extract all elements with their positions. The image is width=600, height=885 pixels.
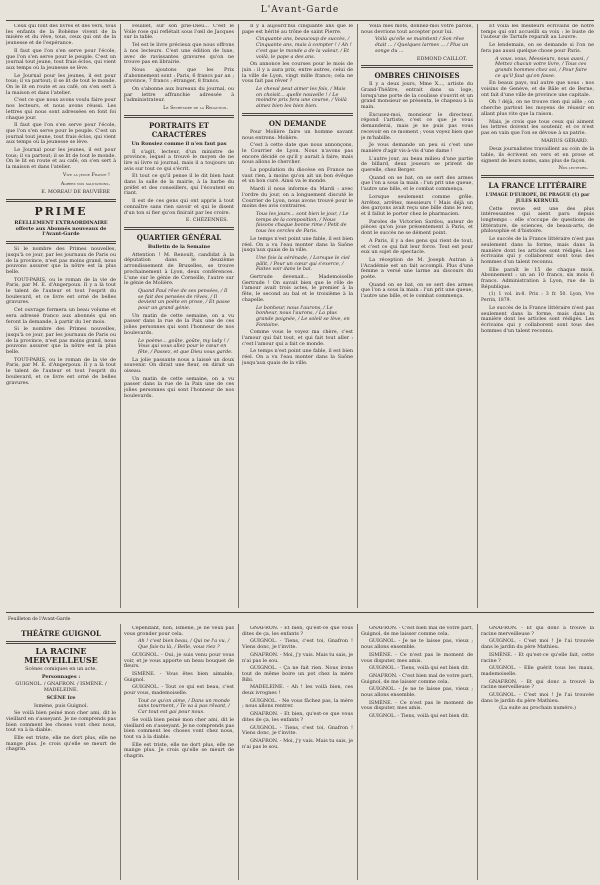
persons-list: GUIGNOL. / GNAFRON. / ISMÈNE. / MADELEINE. — [15, 681, 107, 694]
verse: Tout ce qu'on aime, / Dans un monde sans tourment, / Te va à pas rêvant, / Car tout est gai pour nous. — [138, 697, 230, 716]
dialogue-paragraph: GNAFRON. - C'est bien mal de votre part, Guignol, de me laisser comme cela. — [361, 626, 473, 637]
article-paragraph: Il est de ces gens qui ont appris à tout connaître sans rien savoir et qui le disent d'un ton si fier qu'on finirait par les croire. — [124, 198, 234, 216]
to-be-continued: (La suite au prochain numéro.) — [499, 705, 576, 712]
column-divider — [477, 24, 478, 608]
article-paragraph: Quand on se bat, on se sert des armes que l'on a sous la main : l'un prit une queue, l'autre une bille, et le combat commença. — [361, 174, 473, 193]
article-paragraph: Paroles de Victorien Sardou, auteur de pièces qu'on joue présentement à Paris, et dont le succès ne se dément point. — [361, 218, 473, 237]
article-paragraph: Quand on se bat, on se sert des armes que l'on a sous la main : l'un prit une queue, l'autre une bille, et le combat commença. — [361, 281, 473, 300]
dialogue-paragraph: GUIGNOL. - C'est moi ! Je l'ai trouvée dans le jardin du père Mathieu. — [481, 638, 594, 651]
feuilleton-column-5 — [481, 626, 594, 880]
section-rule — [6, 241, 116, 244]
feuilleton-column-3 — [242, 626, 353, 880]
dialogue-paragraph: Elle est triste, elle ne dort plus, elle ne mange plus. Je crois qu'elle se meurt de chagrin. — [6, 735, 116, 753]
column-5 — [481, 24, 594, 608]
column-4 — [361, 24, 473, 608]
article-paragraph: En beaux pays, nul autre que nous : nos voisins de Genève, et de Bâle et de Berne, ont fait d'une ville de province une capitale. — [481, 80, 594, 98]
dialogue-paragraph: GUIGNOL. - Tout ce qui est beau, c'est pour vous, mademoiselle. — [124, 684, 234, 697]
article-paragraph: TOUT-PARIS, ou le roman de la vie de Paris, par M. E. d'Angerpoux. Il y a là tout le talent de l'auteur et tout l'esprit du boulevard, et ce livre est orné de belles gravures. — [6, 356, 116, 386]
dialogue-paragraph: ISMÈNE. - Vous êtes bien aimable, Guignol. — [124, 670, 234, 683]
dialogue-paragraph: GNAFRON. - Et qui donc a trouvé la racine merveilleuse ? — [481, 626, 594, 637]
signature: Vive la jeune France ! — [62, 171, 110, 178]
article-paragraph: Un matin de cette semaine, on a vu passer dans la rue de la Paix une de ces jolies personnes qui sont l'honneur de nos boulevards. — [124, 312, 234, 336]
article-paragraph: Elle paraît le 15 de chaque mois. Abonnement : un an 10 francs, six mois 6 francs. Administration à Lyon, rue de la République. — [481, 266, 594, 290]
portraits-heading: PORTRAITS ET CARACTÈRES — [148, 120, 210, 139]
column-divider — [120, 624, 121, 880]
article-paragraph: Un matin de cette semaine, on a vu passer dans la rue de la Paix une de ces jolies personnes qui sont l'honneur de nos boulevards. — [124, 375, 234, 399]
dialogue-paragraph: Se voilà bien peiné mon cher ami, dit le vieillard en s'asseyant. Je ne comprends pas bien comment les choses vont chez nous, tout va à la diable. — [124, 716, 234, 740]
article-paragraph: Il s'agit, lecteur, d'un ministre de province, lequel a trouvé le moyen de ne lire ni livre ni journal, mais il a toujours un avis sur tout ce qui s'écrit. — [124, 148, 234, 172]
dialogue-paragraph: GNAFRON. - Moi, j'y vais. Mais tu sais, je n'ai pas le sou. — [242, 651, 353, 664]
dialogue-paragraph: GUIGNOL. - Tiens, c'est toi, Gnafron ! Viens donc, je t'invite. — [242, 724, 353, 737]
play-title: LA RACINE MERVEILLEUSE — [24, 646, 98, 665]
verse: Ah ! c'est bien beau, / Qui ne l'a vu, / Que fais-tu là, / Belle, vous riez ? — [138, 638, 230, 651]
verse: Une fois la sérénade, / Lorsque le ciel pâlit, / Pour un cœur qui s'exerce, / Faites voir dans le bal. — [256, 254, 350, 273]
masthead: L'Avant-Garde — [260, 5, 340, 15]
dialogue-paragraph: GNAFRON. - Et bien, qu'est-ce que vous dites de ça, les enfants ? — [242, 711, 353, 723]
column-divider — [238, 624, 239, 880]
article-paragraph: Attention ! M. Renoult, candidat à la députation dans le deuxième arrondissement de Bruxelles, se trouve prochainement à Lyon, deux conférences. L'une sur le génie de Corneille, l'autre sur le génie de Molière. — [124, 251, 234, 287]
author-signature: EDMOND CAILLOT. — [416, 55, 467, 62]
section-rule — [242, 113, 353, 116]
column-3 — [242, 24, 353, 608]
verse: A vous, vous, Messieurs, nous aussi, / Mettez chacun votre livre, / Tous ces grands hommes chez soi, / Pour faire ce qu'il faut qu'on fasse. — [495, 55, 589, 79]
footnote: (1) 1 vol. in-8. Prix : 3 fr. 50. Lyon, Vve Perrin, 1879. — [481, 292, 594, 304]
prime-subheading: RÉELLEMENT EXTRAORDINAIRE offerte aux Abonnés nouveaux de l'Avant-Garde — [14, 219, 108, 238]
dialogue-paragraph: GUIGNOL. - Je ne te laisse pas, vieux ; nous allons ensemble. — [361, 638, 473, 651]
section-rule — [481, 175, 594, 178]
dialogue-paragraph: GUIGNOL. - Ne vous fâchez pas, la mère ; nous allons rentrer. — [242, 697, 353, 710]
article-paragraph: L'autre jour, au beau milieu d'une partie de billard, deux joueurs se prirent de querelle, chez Berger. — [361, 155, 473, 174]
article-paragraph: On annonce les courses pour le mois de juin : il y a aura prix, entre autres, celui de la ville de Lyon, vingt mille francs; cela ne vous fait pas rêver ? — [242, 61, 353, 85]
verse: Le bonheur, nous l'aurons, / Le bonheur, nous l'aurons, / La plus grande poignée, / Le soleil se lève, en Fontaine. — [256, 304, 350, 328]
article-paragraph: Si le nombre des Primes nouvelles, jusqu'à ce jour, par les journaux de Paris ou de la province, n'est pas moins grand, nous pouvons assurer que la nôtre est la plus belle. — [6, 326, 116, 356]
article-paragraph: Je vous demande un peu si c'est une manière d'agir vis-à-vis d'une dame ! — [361, 142, 473, 154]
scene-subheading: Ismène, puis Guignol. — [34, 702, 88, 709]
signature: Nos lecteurs. — [558, 165, 588, 172]
article-paragraph: Deux journalistes travaillent au coin de la table, ils écrivent en vers et en prose et signent de leurs noms, sans plus de façon. — [481, 146, 594, 164]
article-paragraph: Mardi il nous informe du Mardi : avec l'ordre du jour, on a longuement discuté le Courrier de Lyon, nous avons trouvé pour le moins des avis contraires. — [242, 186, 353, 210]
article-paragraph: Il y a deux jours, Mme X..., artiste du Grand-Théâtre, entrait dans sa loge, lorsqu'une porte de la coulisse s'ouvrit et un grand monsieur se présenta, le chapeau à la main. — [361, 81, 473, 111]
author-signature: MARIUS GÉRARD. — [541, 137, 588, 144]
dialogue-paragraph: GNAFRON. - Et bien, qu'est-ce que vous dites de ça, les enfants ? — [242, 626, 353, 637]
dialogue-paragraph: GUIGNOL. - Tiens, c'est toi, Gnafron ! Viens donc, je t'invite. — [242, 638, 353, 651]
article-paragraph: A Paris, il y a des gens qui rient de tout, et c'est ce qui fait leur force. Tout est pour eux un sujet de spectacle. — [361, 237, 473, 256]
article-paragraph: Gertrude devenait... Mademoiselle Gertrude ! On savait bien que le rôle de l'amour avait trois actes, le premier à la fête, le second au bal et le troisième à la chapelle. — [242, 274, 353, 303]
article-paragraph: Et voilà les meilleurs écrivains de notre temps qui ont accueilli sa voix : le buste de l'auteur de Tartufe reparaît au Louvre. — [481, 24, 594, 41]
article-paragraph: La réception de M. Joseph Autran à l'Académie est un fait accompli. Plus d'une femme a versé une larme au discours du poète. — [361, 256, 473, 281]
quartier-general-heading: QUARTIER GÉNÉRAL — [136, 232, 222, 242]
bulletin-subheading: Bulletin de la Semaine — [147, 243, 211, 250]
article-paragraph: Si le nombre des Primes nouvelles, jusqu'à ce jour, par les journaux de Paris ou de la province, n'est pas moins grand, nous pouvons assurer que la nôtre est la plus belle. — [6, 246, 116, 275]
dialogue-paragraph: GNAFRON. - C'est bien mal de votre part, Guignol, de me laisser comme cela. — [361, 672, 473, 685]
feuilleton-column-4 — [361, 626, 473, 880]
dialogue-paragraph: Cependant, non, Ismène, je ne veux pas vous gronder pour cela. — [124, 626, 234, 637]
dialogue-paragraph: ISMÈNE. - Ce n'est pas le moment de vous disputer, mes amis. — [361, 699, 473, 712]
theatre-heading: THÉÂTRE GUIGNOL — [21, 629, 101, 638]
dialogue-paragraph: GUIGNOL. - Tiens, voilà qui est bien dit. — [369, 713, 470, 720]
column-divider — [477, 624, 478, 880]
article-paragraph: Tel est le livre précieux que nous offrons à nos lecteurs. C'est une édition de luxe, avec de ravissantes gravures qu'on ne trouve pas en librairie. — [124, 42, 234, 66]
portraits-subheading: Un Ronsiez comme il n'en faut pas — [131, 140, 227, 147]
feuilleton-column-1 — [6, 626, 116, 880]
column-divider — [357, 24, 358, 608]
play-subtitle: Scènes comiques en un acte. — [25, 666, 97, 672]
dialogue-paragraph: Se voilà bien peiné mon cher ami, dit le vieillard en s'asseyant. Je ne comprends pas bien comment les choses vont chez nous, tout va à la diable. — [6, 710, 116, 734]
column-divider — [120, 24, 121, 608]
verse: Quand Paul rêve de ses pensées, / Il se fait des pensées de rêves, / Il devient un poète en prose, / Et passe pour un grand génie. — [138, 287, 230, 312]
column-divider — [357, 624, 358, 880]
article-paragraph: Le Journal pour les jeunes, il est pour tous; il va partout; il se lit de tout le monde. On le lit en route et au café, on s'en sert à la maison et dans l'atelier. — [6, 72, 116, 96]
feuilleton-rule — [6, 612, 594, 613]
france-litteraire-subheading: L'IMAGE D'EUROPE, DE PRAGUE (1) par JULES KERNUEL — [485, 193, 590, 204]
verse: Tous les jours... sont bien le jour, / Le temps de la composition, / Nous faisons chaque bonne rime / Petit de tous les cercles de Paris. — [256, 210, 349, 235]
article-paragraph: Lorsque seulement comme grêle. Arrêtez, arrêtez, messieurs ! Mais déjà un des garçons avait reçu une bille dans le nez, et il fallut le porter chez le pharmacien. — [361, 193, 473, 217]
dialogue-paragraph: MADELEINE. - Ah ! les voilà bien, ces deux ivrognes ! — [242, 684, 353, 697]
column-1 — [6, 24, 116, 608]
article-paragraph: Le temps n'est point une fable, il est bien réel. On a vu l'eau monter dans la Saône jusqu'aux quais de la ville. — [242, 348, 353, 366]
article-paragraph: Pour Molière faire un homme savant nous entrons: Molière. — [242, 128, 353, 141]
feuilleton-header: Feuilleton de l'Avant-Garde — [8, 617, 71, 622]
article-paragraph: Il faut que l'on s'en serve pour l'école, que l'on s'en serve pour le peuple. C'est un journal tout jeune, tout frais éclos, qui vient aux temps où la jeunesse se lève. — [6, 122, 116, 146]
scene-heading: SCÈNE Ire — [46, 694, 76, 701]
article-paragraph: Mais, je crois que tous ceux qui aiment les lettres doivent les soutenir, et ce n'est pas en vain que l'on se dévoue à sa patrie. — [481, 118, 594, 136]
dialogue-paragraph: GUIGNOL. - Oui, je suis venu pour vous voir, et je vous apporte un beau bouquet de fleurs. — [124, 651, 234, 670]
article-paragraph: Le Journal pour les jeunes, il est pour tous; il va partout; il se lit de tout le monde. On le lit en route et au café, on s'en sert à la maison et dans l'atelier. — [6, 147, 116, 171]
article-paragraph: Voilà mes mots, donnez-moi votre parole, nous devrions tout accepter pour lui. — [361, 24, 473, 35]
article-paragraph: C'est à cette date que nous annonçons, le Courrier de Lyon. Nous n'avons pas encore décidé ce qu'il y aurait à faire, mais nous allons le chercher. — [242, 142, 353, 166]
article-paragraph: Et tout ce qu'il pense il le dit bien haut dans la salle de la mairie, à la barbe du préfet et des conseillers, qui l'écoutent en riant. — [124, 173, 234, 197]
dialogue-paragraph: GUIGNOL. - Je ne te laisse pas, vieux ; nous allons ensemble. — [361, 686, 473, 699]
article-paragraph: Le succès de la France littéraire n'est pas seulement dans la forme, mais dans la manière dont les articles sont rédigés. Les écrivains qui y collaborent sont tous des hommes d'un talent reconnu. — [481, 304, 594, 334]
feuilleton-column-2 — [124, 626, 234, 880]
verse: Le cheval peut aimer les fois, / Mais on choisit... quelle nouvelle ! / Le moindre prix fera une course, / Voilà aimez bien les bien bien. — [256, 86, 347, 110]
ombres-chinoises-heading: OMBRES CHINOISES — [374, 71, 460, 81]
dialogue-paragraph: GNAFRON. - Et qui donc a trouvé la racine merveilleuse ? — [481, 678, 594, 691]
verse: Cinquante ans, beaucoup de succès, / Cinquante ans, mais à compter ! / Ah ! c'est que le monde a de la valeur, / Et voilà, le pape a des ans. — [256, 36, 352, 60]
article-paragraph: Feuillet, sur son prie-Dieu... C'est le Voile rose qui reflétait sous l'œil de Jacques sur la table. — [124, 24, 234, 41]
article-paragraph: Le temps n'est point une fable, il est bien réel. On a vu l'eau monter dans la Saône jusqu'aux quais de la ville. — [242, 235, 353, 254]
article-paragraph: Le succès de la France littéraire n'est pas seulement dans la forme, mais dans la manière dont les articles sont rédigés. Les écrivains qui y collaborent sont tous des hommes d'un talent reconnu. — [481, 236, 594, 265]
column-divider — [238, 24, 239, 608]
author-signature: E. MOREAU DE BAUVIÈRE — [41, 189, 110, 196]
section-rule — [124, 227, 234, 230]
article-paragraph: Le lendemain, on se demande si l'on ne fera pas aussi quelque chose pour Paris. — [481, 42, 594, 54]
article-paragraph: Nous ajoutons que les Prix d'abonnement sont : Paris, 6 francs par an ; province, 7 francs ; étranger, 8 francs. — [124, 66, 234, 85]
article-paragraph: Oh ! déjà, on ne trouve rien qui aille ; on cherche partout les moyens de réussir en allant plus vite que la raison. — [481, 99, 594, 117]
prime-heading: PRIME — [34, 204, 88, 218]
article-paragraph: TOUT-PARIS, ou le roman de la vie de Paris, par M. E. d'Angerpoux. Il y a là tout le talent de l'auteur et tout l'esprit du boulevard, et ce livre est orné de belles gravures. — [6, 276, 116, 306]
article-paragraph: C'est ce que nous avons voulu faire pour nos lecteurs, et nous avons réussi. Les lettres qui nous sont adressées en font foi chaque jour. — [6, 97, 116, 121]
article-paragraph: Cet ouvrage formera un beau volume et sera adressé franco aux abonnés qui en feront la demande, à partir du 1er mois. — [6, 307, 116, 325]
masthead-rule — [6, 20, 594, 21]
article-paragraph: Ceux qui font des livres et des vers, tous les enfants de la Bohème vivent de la misère et du rêve, tous, ceux qui ont de la jeunesse et de l'espérance. — [6, 24, 116, 47]
dialogue-paragraph: GUIGNOL. - C'est moi ! Je l'ai trouvée dans le jardin du père Mathieu. — [481, 692, 594, 704]
article-paragraph: Cette revue est une des plus intéressantes qui aient paru depuis longtemps : elle s'occupe de questions de littérature, de sciences, de beaux-arts, de philosophie et d'histoire. — [481, 205, 594, 235]
section-rule — [361, 65, 473, 68]
section-rule — [6, 641, 116, 644]
dialogue-paragraph: GUIGNOL. - Tiens, voilà qui est bien dit. — [369, 665, 470, 672]
dialogue-paragraph: GNAFRON. - Moi, j'y vais. Mais tu sais, je n'ai pas le sou. — [242, 737, 353, 750]
france-litteraire-heading: LA FRANCE LITTÉRAIRE — [488, 181, 587, 191]
verse: Le poème... goûte, goûte, my lady ! / Vous qui vous allez pour le cœur en fête, / Passez, et que Dieu vous garde. — [138, 337, 233, 355]
dialogue-paragraph: GUIGNOL. - Ça ne fait rien. Nous irons tout de même boire un pot chez la mère Bibi. — [242, 665, 353, 683]
article-paragraph: Il y a aujourd'hui cinquante ans que le pape est hérité au trône de saint Pierre. — [242, 24, 353, 35]
article-paragraph: La jolie passante nous a laissé un doux souvenir. On dirait une fleur, on dirait un oiseau. — [124, 356, 234, 375]
signature: Agréez nos salutations. — [60, 180, 110, 187]
column-2 — [124, 24, 234, 608]
section-rule — [124, 115, 234, 118]
signature: Le Secrétaire de la Rédaction. — [163, 105, 228, 112]
article-paragraph: La population du diocèse en France ne vaut rien, à moins qu'on ait un bon évêque et un bon curé. Ainsi va le monde. — [242, 167, 353, 185]
dialogue-paragraph: Elle est triste, elle ne dort plus, elle ne mange plus. Je crois qu'elle se meurt de chagrin. — [124, 741, 234, 760]
author-signature: E. CHÉZENNES. — [185, 217, 228, 224]
dialogue-paragraph: ISMÈNE. - Ce n'est pas le moment de vous disputer, mes amis. — [361, 651, 473, 664]
section-rule — [6, 199, 116, 202]
dialogue-paragraph: GUIGNOL. - Elle guérit tous les maux, mademoiselle. — [481, 665, 594, 677]
article-paragraph: Il faut que l'on s'en serve pour l'école, que l'on s'en serve pour le peuple. C'est un journal tout jeune, tout frais éclos, qui vient aux temps où la jeunesse se lève. — [6, 47, 116, 71]
persons-label: Personnages : — [41, 673, 81, 680]
article-paragraph: Comme vous le voyez ma chère, c'est l'amour qui fait tout, et qui fait tout aller : c'est l'amour qui a fait ce monde. — [242, 329, 353, 347]
on-demande-heading: ON DEMANDE — [268, 118, 327, 128]
verse: Voilà qu'elle se maintient / Son rêve était ... / Quelques larmes ... / Plus un songe du ... — [375, 36, 469, 54]
article-paragraph: On s'abonne aux bureaux du journal, ou par lettre affranchie adressée à l'administrateur. — [124, 86, 234, 104]
article-paragraph: Excusez-moi, monsieur le directeur, répond l'artiste, c'est ce que je vous demanderai, mais je ne puis pas vous recevoir en ce moment ; vous voyez bien que je m'habille. — [361, 111, 473, 141]
dialogue-paragraph: ISMÈNE. - Et qu'est-ce qu'elle fait, cette racine ? — [481, 651, 594, 664]
